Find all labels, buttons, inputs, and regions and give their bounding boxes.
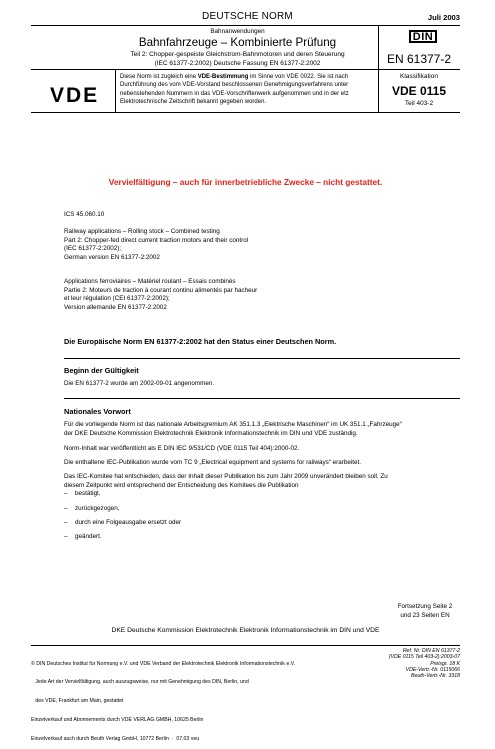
french-title xyxy=(64,278,257,312)
english-title-line: German version EN 61377-2:2002 xyxy=(64,253,160,261)
vde-notice-post: im Sinne von VDE 0022. Sie ist nach Durchführung des vom VDE-Vorstand beschlossenen Genehmigungsverfahrens unter nebenstehenden Nummern in das VDE-Vorschriftenwerk aufgenommen und in der etz Elektrotechnische Zeitschrift bekannt gegeben worden. xyxy=(120,74,349,105)
footer-ref-line: Preisgr. 18 K xyxy=(430,660,460,667)
foreword-heading: Nationales Vorwort xyxy=(64,407,131,416)
continuation-note xyxy=(380,603,470,620)
english-title-line: Part 2: Chopper-fed direct current traction motors and their control xyxy=(64,236,249,244)
foreword-para-3: Die enthaltene IEC-Publikation wurde vom TC 9 „Electrical equipment and systems for railways“ erarbeitet. xyxy=(64,459,362,466)
foreword-line: Das IEC-Komitee hat entschieden, dass der Inhalt dieser Publikation bis zum Jahr 2009 unverändert bleiben soll. Zu xyxy=(64,473,388,480)
ics-code: ICS 45.060.10 xyxy=(64,211,105,218)
footer-ref-line: Ref. Nr. DIN EN 61377-2 xyxy=(402,648,460,654)
validity-rule xyxy=(64,358,460,359)
english-title-line: Railway applications – Rolling stock – Combined testing xyxy=(64,228,220,235)
french-title-line: Applications ferroviaires – Matériel roulant – Essais combinés xyxy=(64,278,236,285)
validity-heading: Beginn der Gültigkeit xyxy=(64,366,139,375)
header-top-rule xyxy=(31,25,460,26)
vde-row-bottom-rule xyxy=(31,112,460,113)
foreword-line: Für die vorliegende Norm ist das nationale Arbeitsgremium AK 351.1.3 „Elektrische Maschinen“ im UK 351.1 „Fahrzeuge“ xyxy=(64,421,402,428)
foreword-line: der DKE Deutsche Kommission Elektrotechnik Elektronik Informationstechnik im DIN und VDE zuständig. xyxy=(64,429,358,437)
vde-notice-pre: Diese Norm ist zugleich eine xyxy=(120,74,198,80)
list-item-text: durch eine Folgeausgabe ersetzt oder xyxy=(75,519,182,526)
foreword-rule xyxy=(64,398,460,399)
document-title: Bahnfahrzeuge – Kombinierte Prüfung xyxy=(138,36,337,49)
norm-label: DEUTSCHE NORM xyxy=(202,11,293,22)
vde-notice-bold: VDE-Bestimmung xyxy=(197,74,249,80)
footer-rule xyxy=(31,645,460,646)
french-title-line: et leur régulation (CEI 61377-2:2002); xyxy=(64,295,170,302)
foreword-para-4 xyxy=(64,473,464,490)
reproduction-warning: Vervielfältigung – auch für innerbetriebliche Zwecke – nicht gestattet. xyxy=(108,177,383,187)
list-item-text: geändert. xyxy=(75,533,102,540)
issue-date: Juli 2003 xyxy=(427,13,460,22)
footer-line: Einzelverkauf und Abonnements durch VDE VERLAG GMBH, 10625 Berlin xyxy=(31,717,204,724)
french-title-line: Partie 2: Moteurs de traction à courant continu alimentés par hacheur xyxy=(64,286,258,294)
din-logo-text: DIN xyxy=(412,31,434,43)
en-number: EN 61377-2 xyxy=(386,52,452,66)
category-label: Bahnanwendungen xyxy=(210,28,265,35)
list-item-text: zurückgezogen, xyxy=(75,505,120,512)
footer-left xyxy=(31,648,295,749)
din-logo xyxy=(409,30,437,43)
list-dash: – xyxy=(64,490,68,497)
list-dash: – xyxy=(64,519,68,526)
footer-right xyxy=(389,648,460,679)
vde-notice xyxy=(120,73,374,106)
foreword-para-1 xyxy=(64,421,464,438)
status-statement: Die Europäische Norm EN 61377-2:2002 hat den Status einer Deutschen Norm. xyxy=(64,337,337,346)
list-item xyxy=(64,533,102,542)
header-mid-rule xyxy=(31,69,460,70)
vde-logo: VDE xyxy=(50,84,100,107)
list-dash: – xyxy=(64,533,68,540)
foreword-line: diesem Zeitpunkt wird entsprechend der Entscheidung des Komitees die Publikation xyxy=(64,481,299,489)
footer-line: des VDE, Frankfurt am Main, gestattet xyxy=(31,698,124,705)
footer-ref-line: Beuth-Vertr.-Nr. 3318 xyxy=(410,673,460,680)
subtitle-line: (IEC 61377-2:2002) Deutsche Fassung EN 61377-2:2002 xyxy=(154,59,321,67)
list-item-text: bestätigt, xyxy=(75,490,101,497)
list-item xyxy=(64,505,120,514)
french-title-line: Version allemande EN 61377-2:2002 xyxy=(64,303,167,311)
publisher-line: DKE Deutsche Kommission Elektrotechnik Elektronik Informationstechnik im DIN und VDE xyxy=(111,627,380,634)
footer-ref-line: VDE-Vertr.-Nr. 0115066 xyxy=(405,666,460,673)
continuation-line: Fortsetzung Seite 2 xyxy=(397,603,453,610)
vde-teil: Teil 403-2 xyxy=(404,100,434,107)
footer-line: Jede Art der Vervielfältigung, auch auszugsweise, nur mit Genehmigung des DIN, Berlin, und xyxy=(31,679,249,686)
footer-line: Einzelverkauf auch durch Beuth Verlag GmbH, 10772 Berlin · 07.03 veu xyxy=(31,736,200,743)
footer-ref-line: (VDE 0115 Teil 403-2):2003-07 xyxy=(388,654,460,661)
document-subtitle xyxy=(100,51,375,68)
list-item xyxy=(64,519,182,528)
english-title-line: (IEC 61377-2:2002); xyxy=(64,245,122,252)
foreword-para-2: Norm-Inhalt war veröffentlicht als E DIN IEC 9/531/CD (VDE 0115 Teil 404):2000-02. xyxy=(64,445,300,452)
klassifikation-label: Klassifikation xyxy=(400,73,438,80)
continuation-line: und 23 Seiten EN xyxy=(400,611,450,619)
subtitle-line: Teil 2: Chopper-gespeiste Gleichstrom-Bahnmotoren und deren Steuerung xyxy=(130,51,345,58)
footer-line: © DIN Deutsches Institut für Normung e.V. und VDE Verband der Elektrotechnik Elektronik Informationstechnik e.V. xyxy=(31,660,296,667)
validity-text: Die EN 61377-2 wurde am 2002-09-01 angenommen. xyxy=(64,380,215,387)
list-dash: – xyxy=(64,505,68,512)
list-item xyxy=(64,490,101,499)
english-title xyxy=(64,228,248,262)
vde-number: VDE 0115 xyxy=(391,84,447,98)
vde-row-divider-left xyxy=(115,69,116,112)
